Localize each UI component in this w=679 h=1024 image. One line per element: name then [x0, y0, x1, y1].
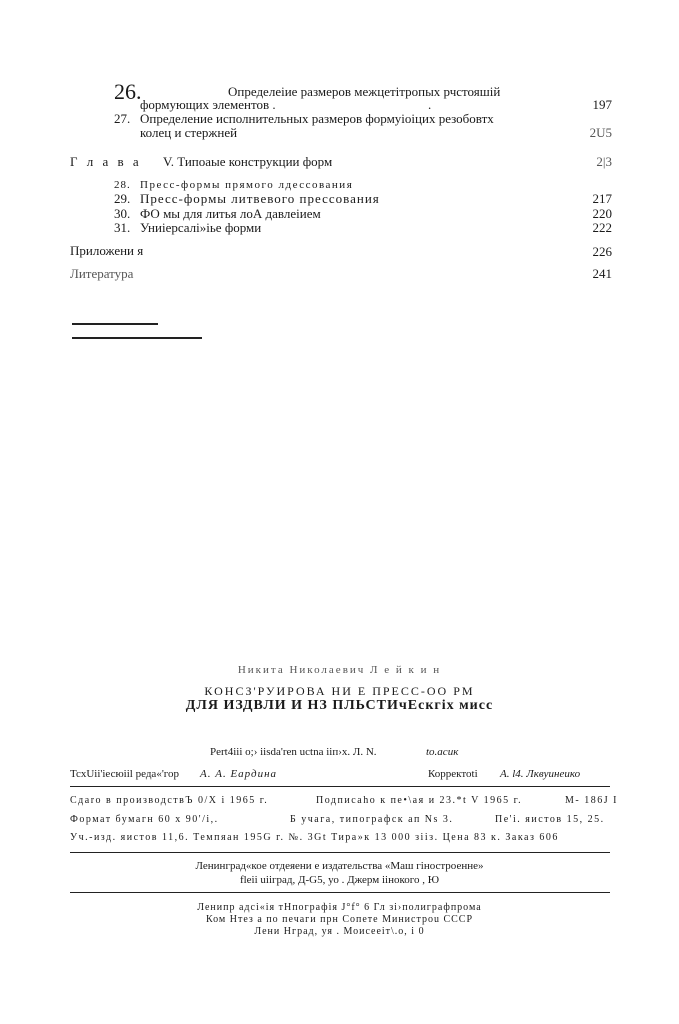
toc-appendix-page: 226 — [592, 244, 612, 259]
toc-item-28-title: Пресс-формы прямого лдессования — [140, 179, 354, 191]
imprint-corrector-name: А. l4. Лквуинеико — [500, 768, 581, 780]
toc-appendix-title: Приложени я — [70, 243, 144, 258]
toc-item-27-number: 27. — [114, 111, 131, 126]
toc-item-29-page: 217 — [592, 191, 612, 206]
imprint-editor-label: TcxUii'iесюiil реда«'гор — [70, 768, 180, 780]
toc-item-30-title: ФО мы для литья лоА давлеiием — [140, 206, 321, 221]
imprint-row1-mid: Подписаhо к пе•\ая и 23.*t V 1965 г. — [316, 795, 523, 806]
imprint-row1-left: Сдаrо в производствЪ 0/X i 1965 г. — [70, 795, 269, 806]
toc-item-27-title-line1: Определение исполнительных размеров формуiоiцих резобовтх — [140, 111, 494, 126]
imprint-row3: Уч.-изд. яистов 11,6. Темпяан 195G г. №. 3Gt Тира»к 13 000 зiiз. Цена 83 к. Заказ 606 — [70, 832, 559, 843]
printer-line3: Лени Нград, уя . Моисееiт\.о, i 0 — [254, 926, 425, 937]
toc-item-27-page: 2U5 — [589, 125, 612, 140]
toc-item-31-title: Униiерсалi»iье форми — [140, 220, 262, 235]
toc-item-30-number: 30. — [114, 206, 131, 221]
imprint-editor-name: А. А. Еардина — [200, 768, 278, 780]
toc-item-26-title-line2: формующих элементов . — [140, 97, 276, 112]
book-title-line2: ДЛЯ ИЗДВЛИ И НЗ ПЛЬСТИчЕскгiх мисс — [185, 698, 494, 713]
toc-item-26-leader-dot: . — [428, 97, 432, 112]
end-rule-short — [72, 323, 158, 325]
toc-literature-page: 241 — [592, 266, 612, 281]
publisher-line1: Ленинград«кое отдеяени е издательства «Маш гiностроенне» — [195, 860, 484, 872]
imprint-rule-top — [70, 786, 610, 787]
printer-line1: Ленипр адсi«iя тНпографiя J°f° 6 Гл зi›полиграфпрома — [197, 902, 482, 913]
imprint-row2-right: Пе'i. яистов 15, 25. — [495, 814, 605, 825]
imprint-corrector-label: Коppeктоti — [428, 768, 478, 780]
toc-item-30-page: 220 — [592, 206, 612, 221]
imprint-row1-right: М- 186J I — [565, 795, 618, 806]
book-title-line1: КОНСЗ'РУИРОВА НИ Е ПРЕСС-ОО РМ — [204, 684, 475, 698]
chapter-5-page: 2|3 — [596, 154, 612, 169]
toc-item-31-number: 31. — [114, 220, 131, 235]
toc-literature-title: Литература — [70, 266, 134, 281]
toc-item-28-number: 28. — [114, 179, 131, 191]
imprint-rule-mid — [70, 852, 610, 853]
toc-item-26-page: 197 — [592, 97, 612, 112]
end-rule-long — [72, 337, 202, 339]
imprint-reviewer-name: to.асик — [426, 746, 459, 758]
imprint-row2-mid: Б учага, типографск ап Ns 3. — [290, 814, 454, 825]
toc-item-26-title-line1: Определеiие размеров межцетiтропых рчстояшiй — [228, 84, 501, 99]
toc-item-27-title-line2: колец и стержней — [140, 125, 238, 140]
imprint-rule-bottom — [70, 892, 610, 893]
toc-item-26-number: 26. — [114, 79, 142, 104]
printer-line2: Ком Нтез а по печаги прн Сопете Министроu СССР — [205, 914, 474, 925]
author-name: Никита Николаевич Л е й к и н — [237, 664, 442, 676]
imprint-row2-left: Формат бумагн 60 x 90'/i,. — [70, 814, 219, 825]
toc-item-29-number: 29. — [114, 191, 131, 206]
toc-item-31-page: 222 — [592, 220, 612, 235]
imprint-reviewer-label: Pert4iii о;› iisda'ren uctna iiп›х. Л. N. — [210, 746, 377, 758]
chapter-5-title: V. Типоаые конструкции форм — [163, 154, 333, 169]
toc-item-29-title: Пресс-формы литвевого прессования — [140, 191, 380, 206]
chapter-5-label: Г л а в а — [70, 154, 142, 169]
publisher-line2: fleii uiiград, Д-G5, уо . Джерм iiнокого , Ю — [239, 874, 440, 886]
